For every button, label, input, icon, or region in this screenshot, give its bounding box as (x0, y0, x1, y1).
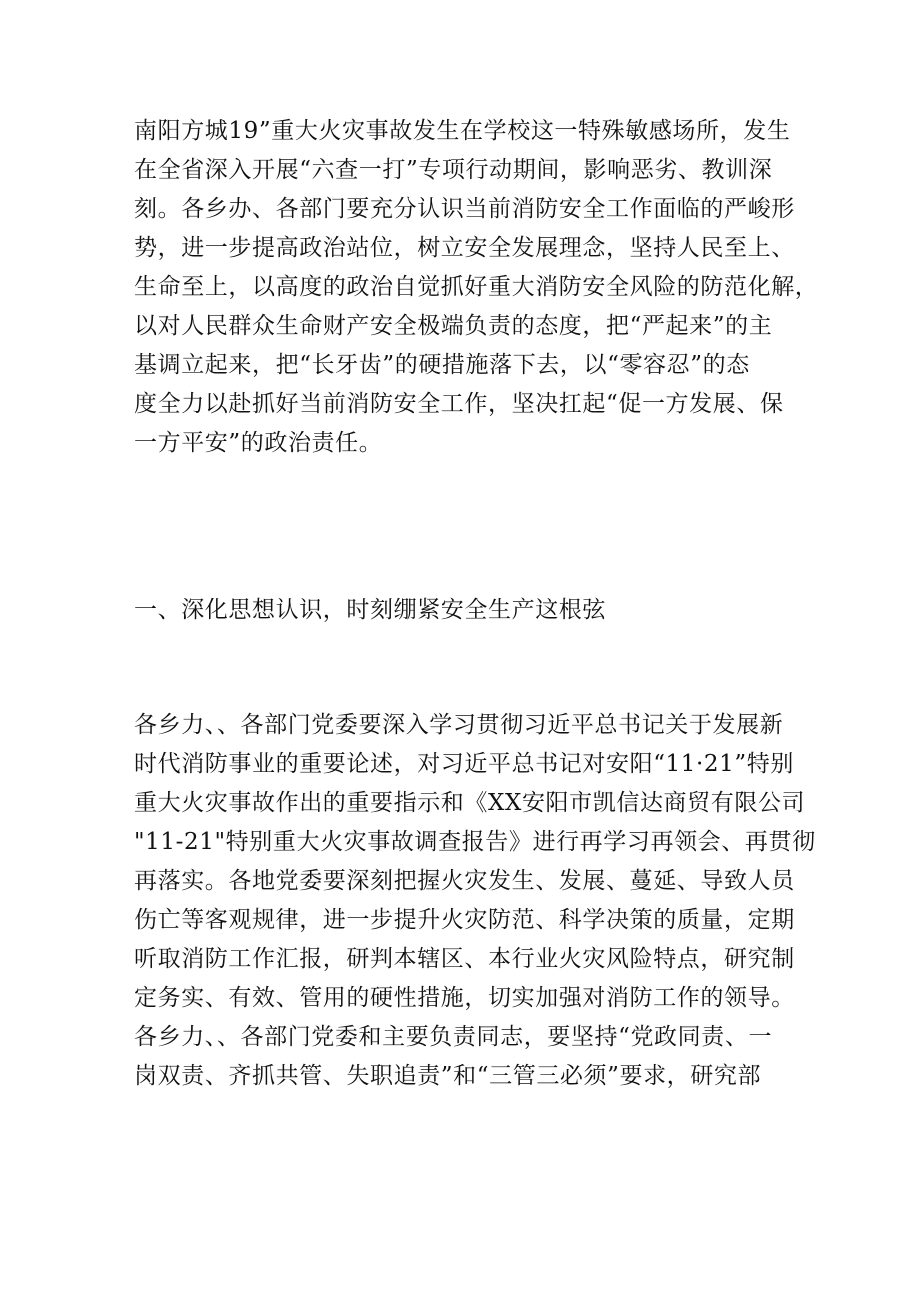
paragraph-1-line-6: 以对人民群众生命财产安全极端负责的态度，把“严起来”的主 (134, 313, 773, 339)
paragraph-2-line-9: 各乡力、、各部门党委和主要负责同志，要坚持“党政同责、一 (134, 1024, 773, 1050)
paragraph-2-line-5: 再落实。各地党委要深刻把握火灾发生、发展、蔓延、导致人员 (134, 868, 795, 894)
paragraph-1-line-3: 刻。各乡办、各部门要充分认识当前消防安全工作面临的严峻形 (134, 196, 795, 222)
paragraph-1-line-2: 在全省深入开展“六查一打”专项行动期间，影响恶劣、教训深 (134, 157, 773, 183)
paragraph-1-line-9: 一方平安”的政治责任。 (134, 430, 383, 456)
paragraph-2-line-8: 定务实、有效、管用的硬性措施，切实加强对消防工作的领导。 (134, 985, 795, 1011)
section-heading: 一、深化思想认识，时刻绷紧安全生产这根弦 (134, 597, 606, 623)
paragraph-1-line-1: 南阳方城19”重大火灾事故发生在学校这一特殊敏感场所，发生 (134, 118, 791, 144)
paragraph-1-line-5: 生命至上，以高度的政治自觉抓好重大消防安全风险的防范化解， (134, 274, 819, 300)
paragraph-2-line-3: 重大火灾事故作出的重要指示和《XX安阳市凯信达商贸有限公司 (134, 790, 806, 816)
paragraph-2-line-1: 各乡力、、各部门党委要深入学习贯彻习近平总书记关于发展新 (134, 712, 784, 738)
paragraph-1-line-8: 度全力以赴抓好当前消防安全工作，坚决扛起“促一方发展、保 (134, 391, 784, 417)
paragraph-2-line-10: 岗双责、齐抓共管、失职追责”和“三管三必须”要求，研究部 (134, 1063, 762, 1089)
paragraph-2-line-7: 听取消防工作汇报，研判本辖区、本行业火灾风险特点，研究制 (134, 946, 795, 972)
paragraph-2-line-4: "11-21"特别重大火灾事故调查报告》进行再学习再领会、再贯彻 (134, 829, 816, 855)
paragraph-1-line-7: 基调立起来，把“长牙齿”的硬措施落下去，以“零容忍”的态 (134, 352, 750, 378)
paragraph-2-line-2: 时代消防事业的重要论述，对习近平总书记对安阳“11·21”特别 (134, 751, 794, 777)
paragraph-2-line-6: 伤亡等客观规律，进一步提升火灾防范、科学决策的质量，定期 (134, 907, 795, 933)
paragraph-1-line-4: 势，进一步提高政治站位，树立安全发展理念，坚持人民至上、 (134, 235, 795, 261)
